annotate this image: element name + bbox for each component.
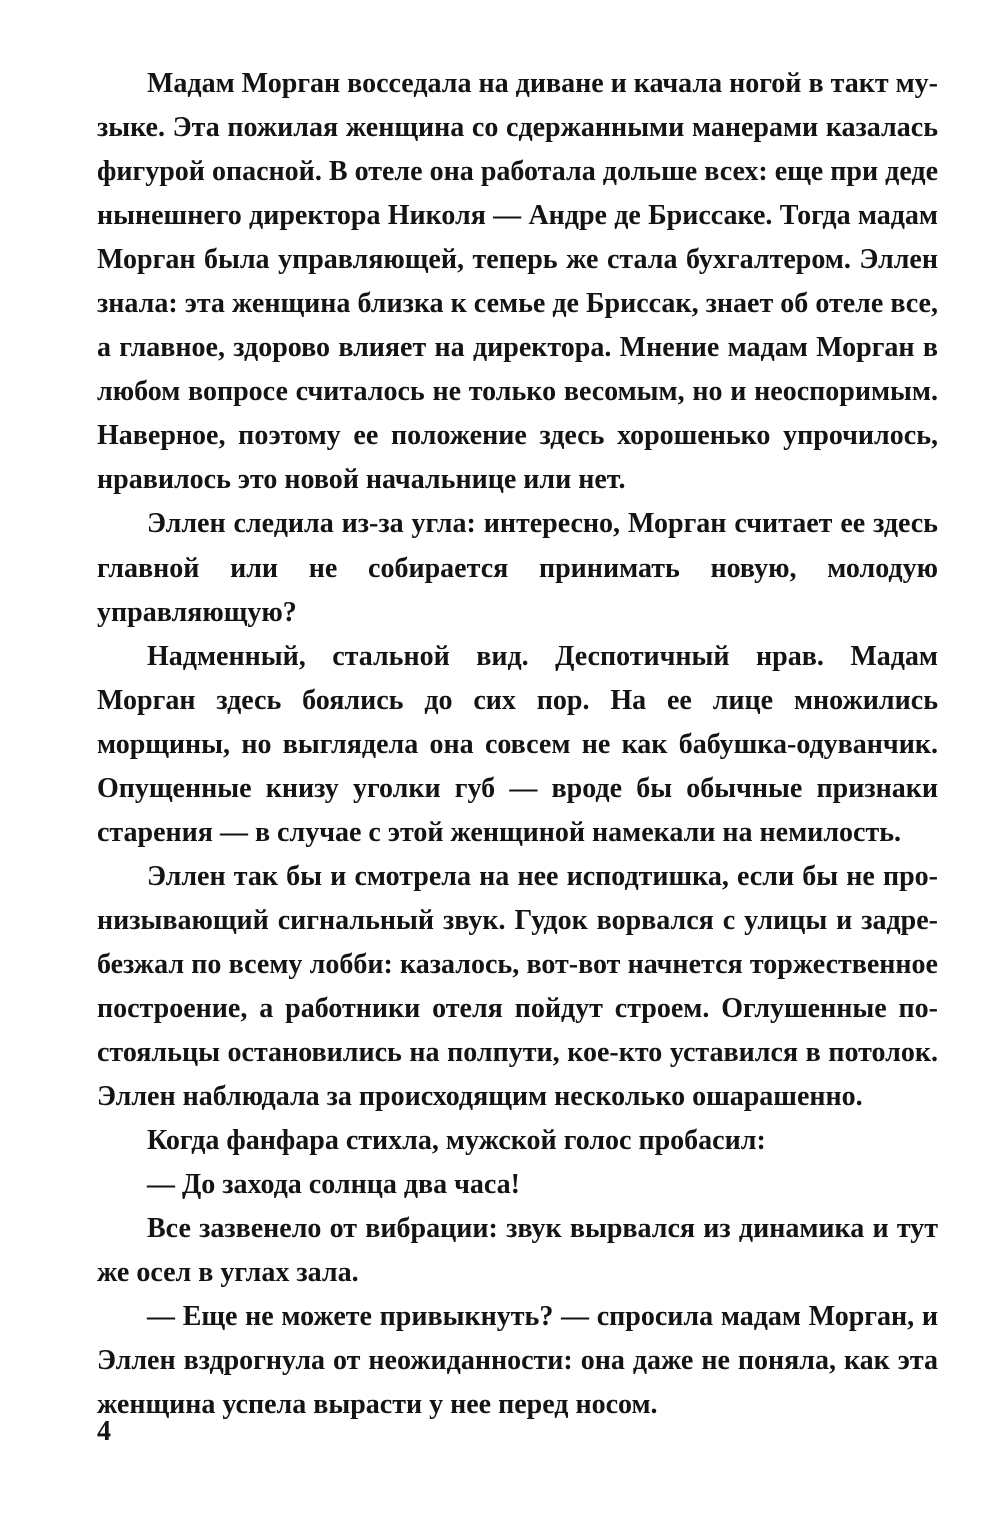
paragraph-6: — До захода солнца два часа! bbox=[147, 1169, 521, 1201]
page-number: 4 bbox=[97, 1416, 111, 1447]
paragraph-1: Мадам Морган восседала на диване и качала ногой в такт музыке. Эта пожилая женщина со сдержанными манерами казалась фигурой опасной. В отеле она работала дольше всех: еще при деде нынешнего директора Николя — Андре де Бриссаке. Тогда мадам Морган была управляющей, теперь же стала бухгалтером. Эллен знала: эта женщина близка к семье де Бриссак, знает об отеле все, а главное, здорово влияет на директора. Мнение мадам Морган в любом вопросе считалось не только весомым, но и неоспоримым. Наверное, поэтому ее положение здесь хорошенько упрочилось, нравилось это новой начальнице или нет. bbox=[97, 68, 938, 496]
paragraph-3: Надменный, стальной вид. Деспотичный нрав. Мадам Морган здесь боялись до сих пор. На ее лице множились морщины, но выглядела она совсем не как бабушка-одуванчик. Опущенные книзу уголки губ — вроде бы обычные признаки старения — в случае с этой женщиной намекали на немилость. bbox=[97, 640, 938, 848]
paragraph-2: Эллен следила из-за угла: интересно, Морган считает ее здесь главной или не собирается принимать новую, молодую управляющую? bbox=[97, 508, 938, 628]
paragraph-8: — Еще не можете привыкнуть? — спросила мадам Морган, и Эллен вздрогнула от неожиданности: она даже не поняла, как эта женщина успела вырасти у нее перед носом. bbox=[97, 1301, 938, 1421]
paragraph-7: Все зазвенело от вибрации: звук вырвался из динамика и тут же осел в углах зала. bbox=[97, 1213, 938, 1289]
paragraph-5: Когда фанфара стихла, мужской голос пробасил: bbox=[147, 1125, 766, 1157]
body-text bbox=[97, 62, 938, 1427]
paragraph-4: Эллен так бы и смотрела на нее исподтишка, если бы не пронизывающий сигнальный звук. Гудок ворвался с улицы и задребезжал по всему лобби: казалось, вот-вот начнется торжественное построение, а работники отеля пойдут строем. Оглушенные постояльцы остановились на полпути, кое-кто уставился в потолок. Эллен наблюдала за происходящим несколько ошарашенно. bbox=[97, 860, 938, 1113]
